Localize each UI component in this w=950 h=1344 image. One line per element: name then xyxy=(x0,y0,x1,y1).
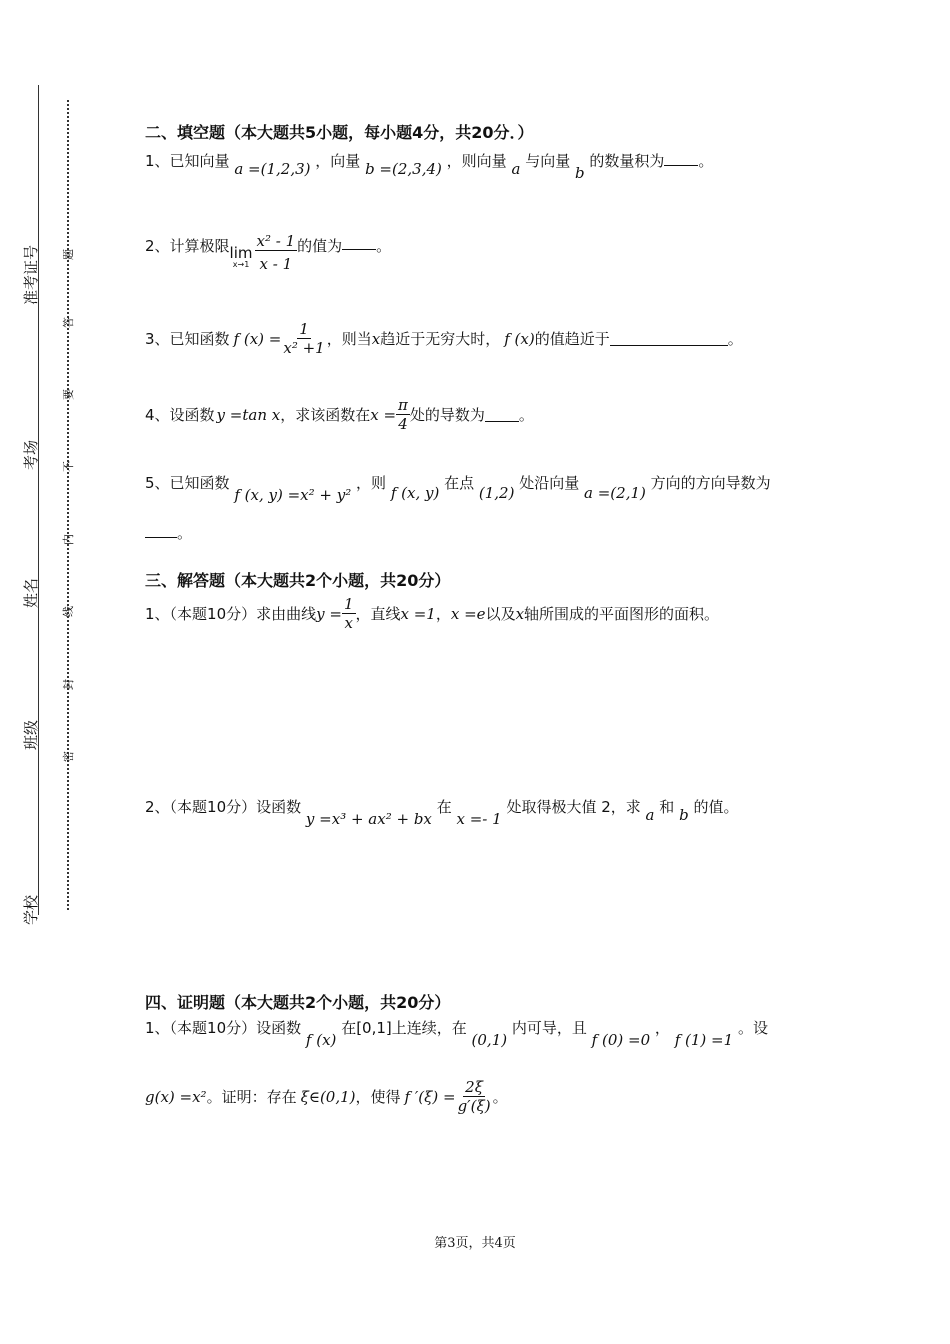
answer-blank xyxy=(610,331,728,346)
derivative-ratio-fraction: $\frac{2\xi}{g'(\xi)}$ xyxy=(457,1078,491,1115)
section4-heading: 四、证明题（本大题共2个小题，共20分） xyxy=(145,993,451,1012)
page-footer: 第3页，共4页 xyxy=(434,1236,516,1251)
s4-q1-line1: 1、（本题10分）设函数 f (x) 在[0,1]上连续，在 (0,1) 内可导，且 f (0) =0 ， f (1) =1 。设 xyxy=(145,1019,768,1049)
answer-blank xyxy=(485,407,519,422)
limit-fraction: $\frac{\text{x² - 1}}{x - 1}$ xyxy=(256,232,296,273)
label-school: 学校 xyxy=(22,894,40,925)
seal-char: 题 xyxy=(62,249,75,260)
label-exam-room: 考场 xyxy=(22,439,40,470)
binding-line-dotted xyxy=(67,100,69,910)
s2-q3: 3、已知函数 f (x) = $\frac{1}{\text{x² +1}}$ ，则当 x 趋近于无穷大时， f (x) 的值趋近于 。 xyxy=(145,320,743,357)
s3-q2: 2、（本题10分）设函数 y =x³ + ax² + bx 在 x =- 1 处取得极大值 2，求 a 和 b 的值。 xyxy=(145,798,739,828)
function-fraction: $\frac{1}{\text{x² +1}}$ xyxy=(283,320,325,357)
seal-char: 要 xyxy=(62,389,75,400)
s2-q2: 2、计算极限 lim x→1 $\frac{\text{x² - 1}}{x - 1}$ 的值为 。 xyxy=(145,232,392,273)
s3-q1: 1、（本题10分）求由曲线 y = $\frac{1}{x}$ ，直线 x =1 ， x =e 以及 x 轴所围成的平面图形的面积。 xyxy=(145,595,720,632)
seal-char: 密 xyxy=(62,751,75,762)
reciprocal-fraction: $\frac{1}{x}$ xyxy=(343,595,354,632)
answer-blank xyxy=(145,523,177,538)
s2-q5: 5、已知函数 f (x, y) =x² + y² ，则 f (x, y) 在点 (1,2) 处沿向量 a =(2,1) 方向的方向导数为 xyxy=(145,474,771,504)
seal-char: 封 xyxy=(62,679,75,690)
label-exam-id: 准考证号 xyxy=(22,244,40,305)
label-class: 班级 xyxy=(22,719,40,750)
binding-line-solid xyxy=(38,85,39,915)
section2-heading: 二、填空题（本大题共5小题，每小题4分，共20分．） xyxy=(145,123,534,142)
seal-char: 答 xyxy=(62,317,75,328)
pi-fraction: $\frac{\pi}{4}$ xyxy=(398,396,408,433)
s2-q5-blank: 。 xyxy=(145,522,192,543)
section3-heading: 三、解答题（本大题共2个小题，共20分） xyxy=(145,571,451,590)
s2-q1: 1、已知向量 a =(1,2,3) ，向量 b =(2,3,4) ，则向量 a 与向量 b 的数量积为 。 xyxy=(145,152,714,182)
label-name: 姓名 xyxy=(22,577,40,608)
seal-char: 内 xyxy=(62,534,75,545)
seal-char: 不 xyxy=(62,461,75,472)
answer-blank xyxy=(664,151,698,166)
answer-blank xyxy=(342,235,376,250)
s4-q1-line2: g(x) =x² 。证明：存在 ξ∈(0,1) ，使得 f ′(ξ) = $\frac{2\xi}{g'(\xi)}$ 。 xyxy=(145,1078,508,1115)
seal-char: 线 xyxy=(62,606,75,617)
s2-q4: 4、设函数 y =tan x ，求该函数在 x = $\frac{\pi}{4}$ 处的导数为 。 xyxy=(145,396,534,433)
